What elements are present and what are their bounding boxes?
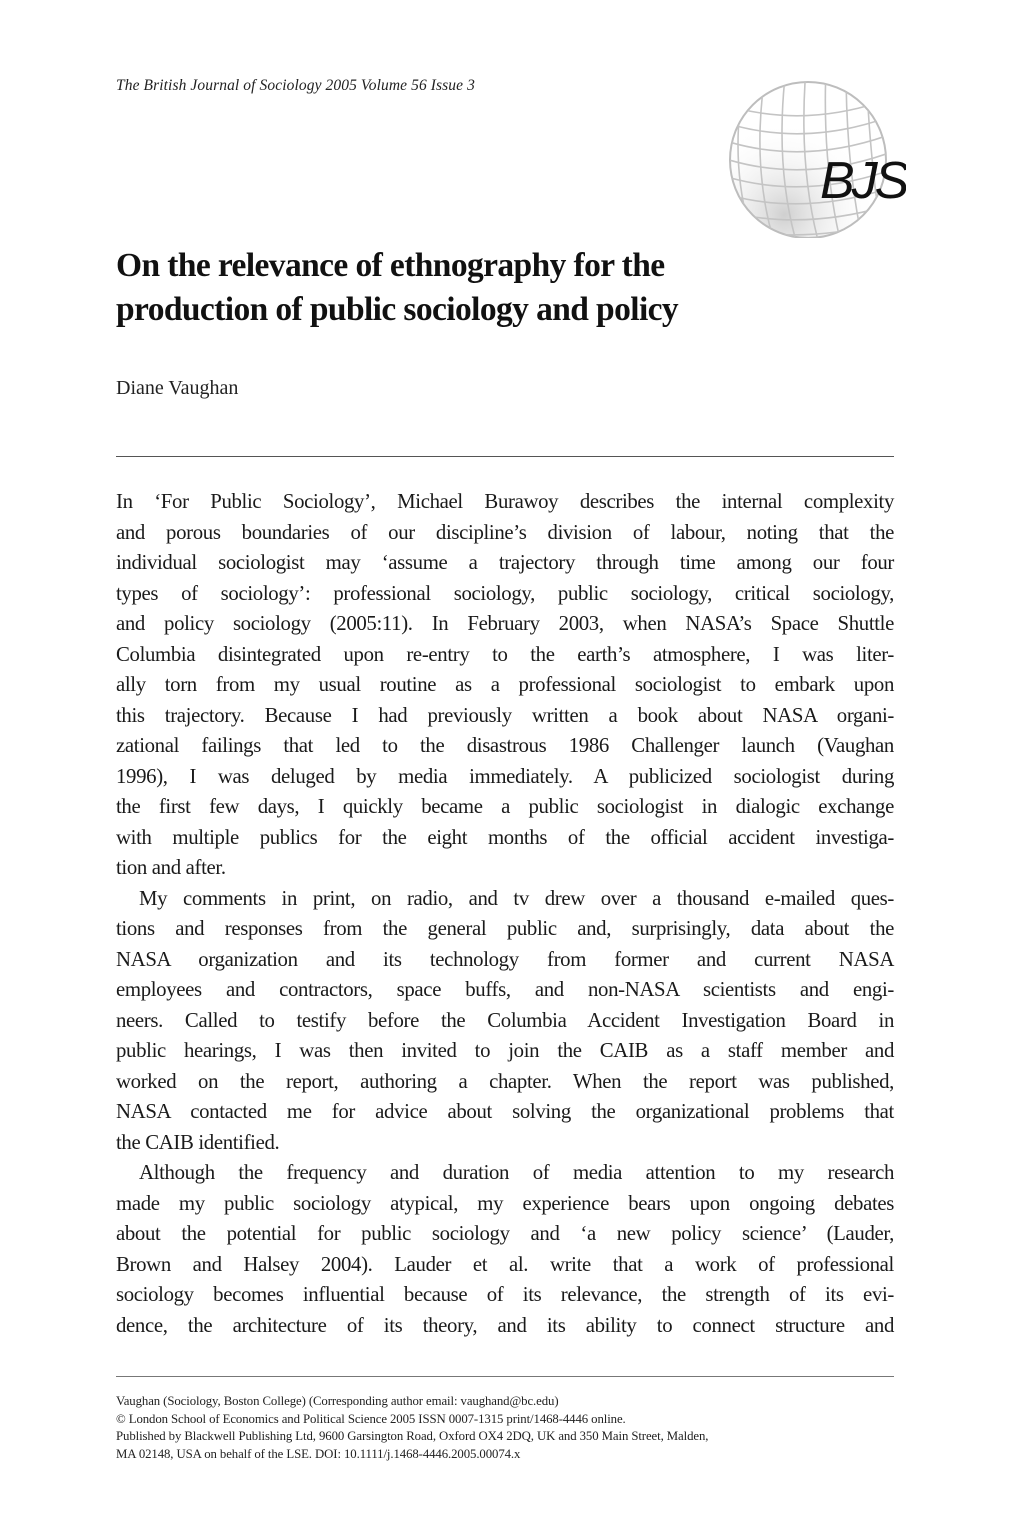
text-line: In ‘For Public Sociology’, Michael Burawoy describes the internal complexity xyxy=(116,490,894,513)
text-line: My comments in print, on radio, and tv drew over a thousand e-mailed ques- xyxy=(139,886,894,910)
text-line: worked on the report, authoring a chapter. When the report was published, xyxy=(116,1069,894,1093)
publisher-line: Published by Blackwell Publishing Ltd, 9600 Garsington Road, Oxford OX4 2DQ, UK and 350 Main Street, Malden, xyxy=(116,1429,709,1444)
article-title xyxy=(116,244,876,332)
text-line: Brown and Halsey 2004). Lauder et al. write that a work of professional xyxy=(116,1252,894,1276)
text-line: about the potential for public sociology and ‘a new policy science’ (Lauder, xyxy=(116,1222,894,1245)
copyright-line: © London School of Economics and Political Science 2005 ISSN 0007-1315 print/1468-4446 online. xyxy=(116,1411,626,1426)
bjs-logo xyxy=(716,78,906,238)
title-line: production of public sociology and policy xyxy=(116,291,679,328)
divider xyxy=(116,456,894,457)
text-line: the first few days, I quickly became a public sociologist in dialogic exchange xyxy=(116,795,894,818)
journal-header: The British Journal of Sociology 2005 Volume 56 Issue 3 xyxy=(116,77,475,94)
text-line: types of sociology’: professional sociology, public sociology, critical sociology, xyxy=(116,581,894,605)
text-line: and porous boundaries of our discipline’s division of labour, noting that the xyxy=(116,520,894,544)
author-name: Diane Vaughan xyxy=(116,377,239,399)
text-line: employees and contractors, space buffs, and non-NASA scientists and engi- xyxy=(116,978,894,1001)
paragraph-1 xyxy=(116,487,894,884)
text-line: zational failings that led to the disastrous 1986 Challenger launch (Vaughan xyxy=(116,734,894,757)
text-line: the CAIB identified. xyxy=(116,1130,280,1154)
article-body xyxy=(116,487,894,1341)
text-line: individual sociologist may ‘assume a trajectory through time among our four xyxy=(116,551,894,574)
text-line: ally torn from my usual routine as a professional sociologist to embark upon xyxy=(116,673,894,696)
text-line: NASA contacted me for advice about solving the organizational problems that xyxy=(116,1100,894,1123)
text-line: tion and after. xyxy=(116,856,226,879)
text-line: public hearings, I was then invited to join the CAIB as a staff member and xyxy=(116,1039,894,1062)
globe-wireframe-icon xyxy=(716,78,906,238)
paragraph-2 xyxy=(116,884,894,1159)
text-line: 1996), I was deluged by media immediately. A publicized sociologist during xyxy=(116,764,894,788)
publisher-line: MA 02148, USA on behalf of the LSE. DOI: 10.1111/j.1468-4446.2005.00074.x xyxy=(116,1446,521,1461)
text-line: and policy sociology (2005:11). In February 2003, when NASA’s Space Shuttle xyxy=(116,612,894,635)
paragraph-3 xyxy=(116,1158,894,1341)
text-line: Although the frequency and duration of media attention to my research xyxy=(139,1161,894,1184)
logo-text: BJS xyxy=(820,152,906,210)
text-line: NASA organization and its technology from former and current NASA xyxy=(116,947,894,971)
author-affiliation: Vaughan (Sociology, Boston College) (Corresponding author email: vaughand@bc.edu) xyxy=(116,1394,559,1408)
text-line: Columbia disintegrated upon re-entry to the earth’s atmosphere, I was liter- xyxy=(116,642,894,666)
text-line: dence, the architecture of its theory, and its ability to connect structure and xyxy=(116,1313,894,1337)
text-line: with multiple publics for the eight months of the official accident investiga- xyxy=(116,825,894,849)
text-line: this trajectory. Because I had previously written a book about NASA organi- xyxy=(116,703,894,727)
text-line: neers. Called to testify before the Columbia Accident Investigation Board in xyxy=(116,1008,894,1032)
text-line: sociology becomes influential because of its relevance, the strength of its evi- xyxy=(116,1283,894,1306)
footnote-divider xyxy=(116,1376,894,1377)
text-line: made my public sociology atypical, my experience bears upon ongoing debates xyxy=(116,1191,894,1215)
footnote xyxy=(116,1393,894,1463)
text-line: tions and responses from the general public and, surprisingly, data about the xyxy=(116,917,894,940)
title-line: On the relevance of ethnography for the xyxy=(116,247,665,284)
